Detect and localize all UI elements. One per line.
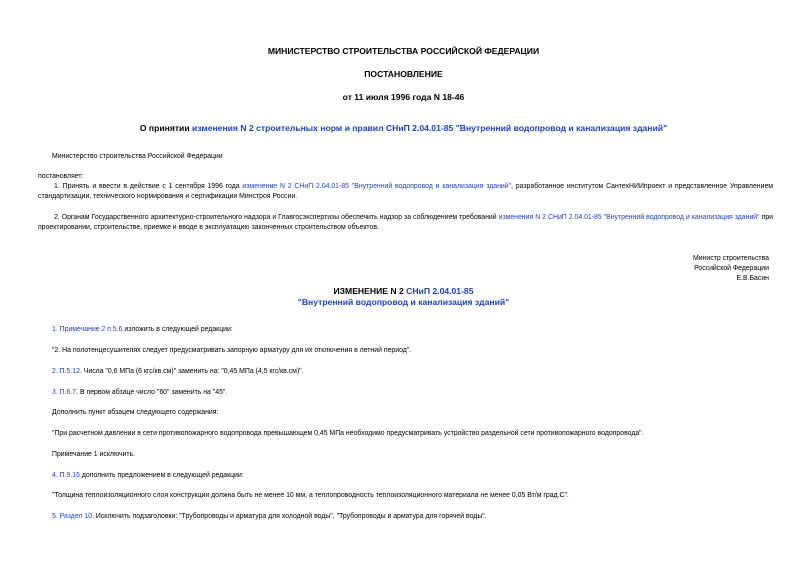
item-3-text: . В первом абзаце число "60" заменить на "45". [76,389,228,396]
item-3-note: Примечание 1 исключить. [52,451,136,458]
item-5 [52,513,487,520]
item-4-link[interactable]: П.9.16 [59,472,80,479]
amendment-subtitle: "Внутренний водопровод и канализация зданий" [297,297,510,307]
item-1-text: изложить в следующей редакции: [122,326,233,333]
signature-block [569,254,769,284]
item-1 [52,326,233,333]
item-4-quote: "Толщина теплоизоляционного слоя конструкции должна быть не менее 10 мм, а теплопроводность теплоизоляционного материала не менее 0,05 Вт/м град.С". [52,492,569,499]
item-5-link[interactable]: Раздел 10 [59,513,93,520]
item-4-text: дополнить предложением в следующей редакции: [79,472,244,479]
snip-link[interactable]: СНиП 2.04.01-85 [406,286,474,296]
subject-prefix: О принятии [139,123,193,133]
issuer-text: Министерство строительства Российской Федерации [52,153,223,160]
item-1-number: 1. [52,326,60,333]
amendment-link-2[interactable]: изменения N 2 СНиП 2.04.01-85 "Внутренний водопровод и канализация зданий" [498,214,760,221]
paragraph-1-text: 1. Принять и ввести в действие с 1 сентября 1996 года [54,183,243,190]
document-subject [0,123,807,133]
item-4-number: 4. [52,472,60,479]
amendment-title [0,286,807,296]
item-3-number: 3. [52,389,60,396]
subject-link[interactable]: изменения N 2 строительных норм и правил СНиП 2.04.01-85 "Внутренний водопровод и канализация зданий" [192,123,668,133]
ministry-heading: МИНИСТЕРСТВО СТРОИТЕЛЬСТВА РОССИЙСКОЙ ФЕДЕРАЦИИ [267,46,540,56]
item-3-addition: Дополнить пункт абзацем следующего содержания: [52,409,219,416]
item-3-link[interactable]: П.6.7 [59,389,77,396]
paragraph-1-tail: , разработанное институтом СантехНИИпроект и представленное Управлением стандартизации, технического нормирования и сертификации Минстроя России. [38,183,774,200]
item-1-quote: "2. На полотенцесушителях следует предусматривать запорную арматуру для их отключения в летний период". [52,347,412,354]
item-1-link[interactable]: Примечание 2 п.5.6 [59,326,123,333]
item-2-link[interactable]: П.5.12 [59,368,80,375]
document-type: ПОСТАНОВЛЕНИЕ [364,69,443,79]
item-2-number: 2. [52,368,60,375]
paragraph-2 [38,213,773,233]
item-5-text: . Исключить подзаголовки: "Трубопроводы и арматура для холодной воды", "Трубопроводы и арматура для горячей воды". [92,513,487,520]
signature-title-2: Российской Федерации [694,265,769,272]
item-4 [52,472,244,479]
item-5-number: 5. [52,513,60,520]
signature-title-1: Министр строительства [692,255,769,262]
resolves-text: постановляет: [38,173,84,180]
item-2 [52,368,304,375]
item-3-quote: "При расчетном давлении в сети противопожарного водопровода превышающем 0,45 МПа необходимо предусматривать устройство раздельной сети противопожарного водопровода". [52,430,644,437]
document-date: от 11 июля 1996 года N 18-46 [342,92,465,102]
item-3 [52,389,227,396]
signature-name: Е.В.Басин [736,275,769,282]
paragraph-2-text: 2. Органам Государственного архитектурно-строительного надзора и Главгосэкспертизы обеспечить надзор за соблюдением требований [54,214,499,221]
paragraph-2-tail: при проектировании, строительстве, приемке и вводе в эксплуатацию законченных строительством объектов. [38,214,774,231]
amendment-link-1[interactable]: изменение N 2 СНиП 2.04.01-85 "Внутренний водопровод и канализация зданий" [242,183,512,190]
item-2-text: . Числа "0,6 МПа (6 кгс/кв.см)" заменить на: "0,45 МПа (4,5 кгс/кв.см)". [79,368,304,375]
amendment-title-prefix: ИЗМЕНЕНИЕ N 2 [333,286,407,296]
paragraph-1 [38,182,773,202]
